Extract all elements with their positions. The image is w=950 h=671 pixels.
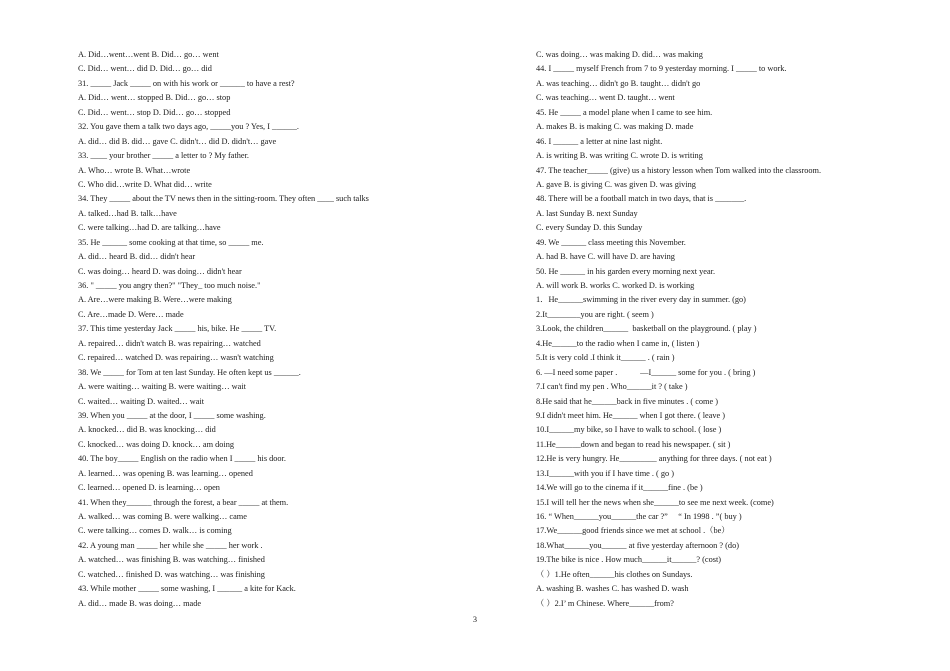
text-line: C. Who did…write D. What did… write (78, 179, 212, 189)
text-line: 1．He______swimming in the river every day in summer. (go) (536, 295, 746, 305)
text-line: 18.What______you______ at five yesterday afternoon ? (do) (536, 540, 739, 550)
text-line: C. waited… waiting D. waited… wait (78, 396, 205, 406)
text-line: 2.It________you are right. ( seem ) (536, 309, 654, 319)
text-line: 47. The teacher_____ (give) us a history lesson when Tom walked into the classroom. (536, 165, 822, 175)
text-line: A. did… heard B. did… didn't hear (78, 252, 196, 262)
text-line: A. last Sunday B. next Sunday (536, 208, 638, 218)
text-line: A. repaired… didn't watch B. was repairing… watched (78, 338, 261, 348)
text-line: 32. You gave them a talk two days ago, _____you ? Yes, I ______. (78, 122, 300, 132)
text-line: A. Who… wrote B. What…wrote (78, 165, 191, 175)
text-line: A. had B. have C. will have D. are having (536, 252, 675, 262)
text-line: 31. _____ Jack _____ on with his work or ______ to have a rest? (78, 78, 295, 88)
text-line: A. watched… was finishing B. was watching… finished (78, 555, 265, 565)
text-line: A. learned… was opening B. was learning… opened (78, 468, 253, 478)
right-column (536, 48, 936, 611)
text-line: A. is writing B. was writing C. wrote D. is writing (536, 151, 703, 161)
text-line: 49. We ______ class meeting this November. (536, 237, 686, 247)
text-line: A. did… made B. was doing… made (78, 598, 202, 608)
text-line: A. was teaching… didn't go B. taught… didn't go (536, 78, 701, 88)
text-line: 43. While mother _____ some washing, I ______ a kite for Kack. (78, 584, 296, 594)
text-line: 45. He _____ a model plane when I came to see him. (536, 107, 713, 117)
text-line: 48. There will be a football match in two days, that is _______. (536, 194, 747, 204)
text-line: A. walked… was coming B. were walking… came (78, 512, 247, 521)
text-line: （ ）1.He often______his clothes on Sundays. (536, 569, 693, 579)
text-line: 4.He______to the radio when I came in, ( listen ) (536, 338, 700, 348)
text-line: A. did… did B. did… gave C. didn't… did D. didn't… gave (78, 136, 277, 146)
text-line: 15.I will tell her the news when she______to see me next week. (come) (536, 497, 774, 507)
text-line: A. knocked… did B. was knocking… did (78, 425, 216, 435)
text-line: 44. I _____ myself French from 7 to 9 yesterday morning. I _____ to work. (536, 64, 787, 74)
text-line: C. Did… went… stop D. Did… go… stopped (78, 107, 231, 117)
text-line: C. was teaching… went D. taught… went (536, 93, 675, 103)
text-line: A. will work B. works C. worked D. is working (536, 281, 695, 290)
text-line: C. Did… went… did D. Did… go… did (78, 64, 212, 74)
text-line: A. Are…were making B. Were…were making (78, 295, 232, 305)
text-line: C. was doing… was making D. did… was making (536, 50, 703, 59)
left-column (78, 48, 498, 611)
text-line: 16. “ When______you______the car ?” “ In 1998 . ”( buy ) (536, 512, 742, 521)
page-number: 3 (472, 615, 478, 624)
text-line: 11.He______down and began to read his newspaper. ( sit ) (536, 439, 731, 449)
text-line: 50. He ______ in his garden every morning next year. (536, 266, 716, 276)
text-line: 38. We _____ for Tom at ten last Sunday. He often kept us ______. (78, 367, 301, 377)
text-line: A. talked…had B. talk…have (78, 208, 177, 218)
text-line: C. were talking…had D. are talking…have (78, 223, 221, 233)
text-line: C. repaired… watched D. was repairing… wasn't watching (78, 353, 274, 363)
text-line: C. watched… finished D. was watching… was finishing (78, 569, 265, 579)
text-line: 34. They _____ about the TV news then in the sitting-room. They often ____ such talks (78, 194, 369, 204)
text-line: 40. The boy_____ English on the radio when I _____ his door. (78, 454, 286, 464)
text-line: 10.I______my bike, so I have to walk to school. ( lose ) (536, 425, 722, 435)
text-line: A. Did… went… stopped B. Did… go… stop (78, 93, 231, 103)
text-line: （ ）2.I’ m Chinese. Where______from? (536, 598, 674, 608)
text-line: 14.We will go to the cinema if it______fine . (be ) (536, 483, 703, 493)
text-line: 41. When they______ through the forest, a bear _____ at them. (78, 497, 289, 507)
text-line: C. learned… opened D. is learning… open (78, 483, 220, 493)
text-line: A. Did…went…went B. Did… go… went (78, 50, 219, 59)
text-line: C. was doing… heard D. was doing… didn't hear (78, 266, 242, 276)
text-line: 42. A young man _____ her while she _____ her work . (78, 540, 263, 550)
text-line: 5.It is very cold .I think it______ . ( rain ) (536, 353, 675, 363)
text-line: 9.I didn't meet him. He______ when I got there. ( leave ) (536, 410, 726, 420)
text-line: 6. —I need some paper . —I______ some for you . ( bring ) (536, 367, 756, 377)
text-line: 35. He ______ some cooking at that time, so _____ me. (78, 237, 264, 247)
text-line: 46. I ______ a letter at nine last night. (536, 136, 663, 146)
text-line: A. washing B. washes C. has washed D. wash (536, 584, 689, 594)
text-line: 13.I______with you if I have time . ( go ) (536, 468, 675, 478)
text-line: 37. This time yesterday Jack _____ his, bike. He _____ TV. (78, 324, 277, 334)
text-line: 8.He said that he______back in five minutes . ( come ) (536, 396, 719, 406)
text-line: A. gave B. is giving C. was given D. was giving (536, 179, 696, 189)
text-line: A. were waiting… waiting B. were waiting… wait (78, 382, 246, 392)
text-line: 39. When you _____ at the door, I _____ some washing. (78, 410, 266, 420)
text-line: C. Are…made D. Were… made (78, 309, 184, 319)
text-line: C. every Sunday D. this Sunday (536, 223, 643, 233)
text-line: A. makes B. is making C. was making D. made (536, 122, 694, 132)
text-line: 3.Look, the children______ basketball on the playground. ( play ) (536, 324, 757, 334)
text-line: C. were talking… comes D. walk… is coming (78, 526, 232, 536)
text-line: C. knocked… was doing D. knock… am doing (78, 439, 235, 449)
text-line: 36. " _____ you angry then?" "They_ too much noise." (78, 281, 261, 290)
text-line: 12.He is very hungry. He_________ anything for three days. ( not eat ) (536, 454, 772, 464)
text-line: 7.I can't find my pen . Who______it ? ( take ) (536, 382, 688, 392)
text-line: 19.The bike is nice . How much______it______? (cost) (536, 555, 722, 565)
text-line: 17.We______good friends since we met at school .（be） (536, 526, 730, 536)
text-line: 33. ____ your brother _____ a letter to ? My father. (78, 151, 249, 161)
